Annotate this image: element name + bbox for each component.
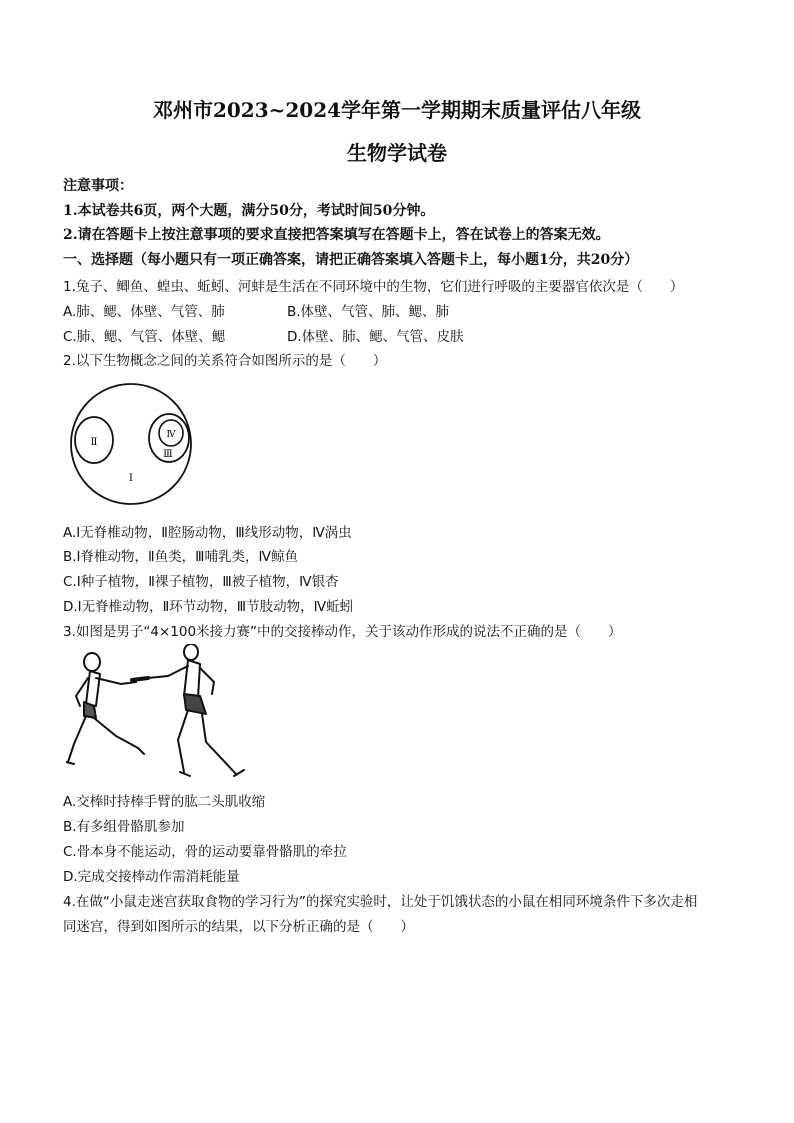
q3-option-b: B.有多组骨骼肌参加 xyxy=(63,819,185,835)
q2-option-c: C.Ⅰ种子植物，Ⅱ裸子植物，Ⅲ被子植物，Ⅳ银杏 xyxy=(63,574,339,590)
question-3-stem: 3.如图是男子“4×100米接力赛”中的交接棒动作，关于该动作形成的说法不正确的是（ ） xyxy=(63,624,622,640)
note-item: 2.请在答题卡上按注意事项的要求直接把答案填写在答题卡上，答在试卷上的答案无效。 xyxy=(63,227,610,243)
section-heading: 一、选择题（每小题只有一项正确答案，请把正确答案填入答题卡上，每小题1分，共20分） xyxy=(63,252,639,268)
q2-option-a: A.Ⅰ无脊椎动物，Ⅱ腔肠动物，Ⅲ线形动物，Ⅳ涡虫 xyxy=(63,525,352,541)
circle-I xyxy=(71,384,191,504)
q3-option-c: C.骨本身不能运动，骨的运动要靠骨骼肌的牵拉 xyxy=(63,844,347,860)
question-4-stem-line1: 4.在做“小鼠走迷宫获取食物的学习行为”的探究实验时，让处于饥饿状态的小鼠在相同环境条件下多次走相 xyxy=(63,894,698,910)
baton xyxy=(132,678,148,680)
exam-title: 邓州市2023~2024学年第一学期期末质量评估八年级 xyxy=(152,98,642,122)
label-IV: Ⅳ xyxy=(166,430,176,440)
concept-venn-diagram xyxy=(64,380,214,510)
notes-heading: 注意事项： xyxy=(63,178,133,194)
question-2-stem: 2.以下生物概念之间的关系符合如图所示的是（ ） xyxy=(63,353,387,369)
q2-option-b: B.Ⅰ脊椎动物，Ⅱ鱼类，Ⅲ哺乳类，Ⅳ鲸鱼 xyxy=(63,549,298,565)
note-item: 1.本试卷共6页，两个大题，满分50分，考试时间50分钟。 xyxy=(63,203,435,219)
q2-option-d: D.Ⅰ无脊椎动物，Ⅱ环节动物，Ⅲ节肢动物，Ⅳ蚯蚓 xyxy=(63,599,354,615)
runner-right-figure xyxy=(148,644,244,776)
exam-subtitle: 生物学试卷 xyxy=(347,141,447,165)
question-1-stem: 1.兔子、鲫鱼、蝗虫、蚯蚓、河蚌是生活在不同环境中的生物，它们进行呼吸的主要器官依次是（ ） xyxy=(63,279,684,295)
label-I: Ⅰ xyxy=(129,473,133,484)
runner-left-figure xyxy=(66,653,144,764)
relay-baton-illustration xyxy=(66,644,256,784)
q1-option-d: D.体壁、肺、鳃、气管、皮肤 xyxy=(287,329,464,345)
q3-option-a: A.交棒时持棒手臂的肱二头肌收缩 xyxy=(63,794,266,810)
q1-option-b: B.体壁、气管、肺、鳃、肺 xyxy=(287,304,450,320)
question-4-stem-line2: 同迷宫，得到如图所示的结果，以下分析正确的是（ ） xyxy=(63,919,414,935)
label-III: Ⅲ xyxy=(163,449,173,460)
q1-option-a: A.肺、鳃、体壁、气管、肺 xyxy=(63,304,225,320)
label-II: Ⅱ xyxy=(90,437,98,448)
q3-option-d: D.完成交接棒动作需消耗能量 xyxy=(63,869,240,885)
q1-option-c: C.肺、鳃、气管、体壁、鳃 xyxy=(63,329,226,345)
